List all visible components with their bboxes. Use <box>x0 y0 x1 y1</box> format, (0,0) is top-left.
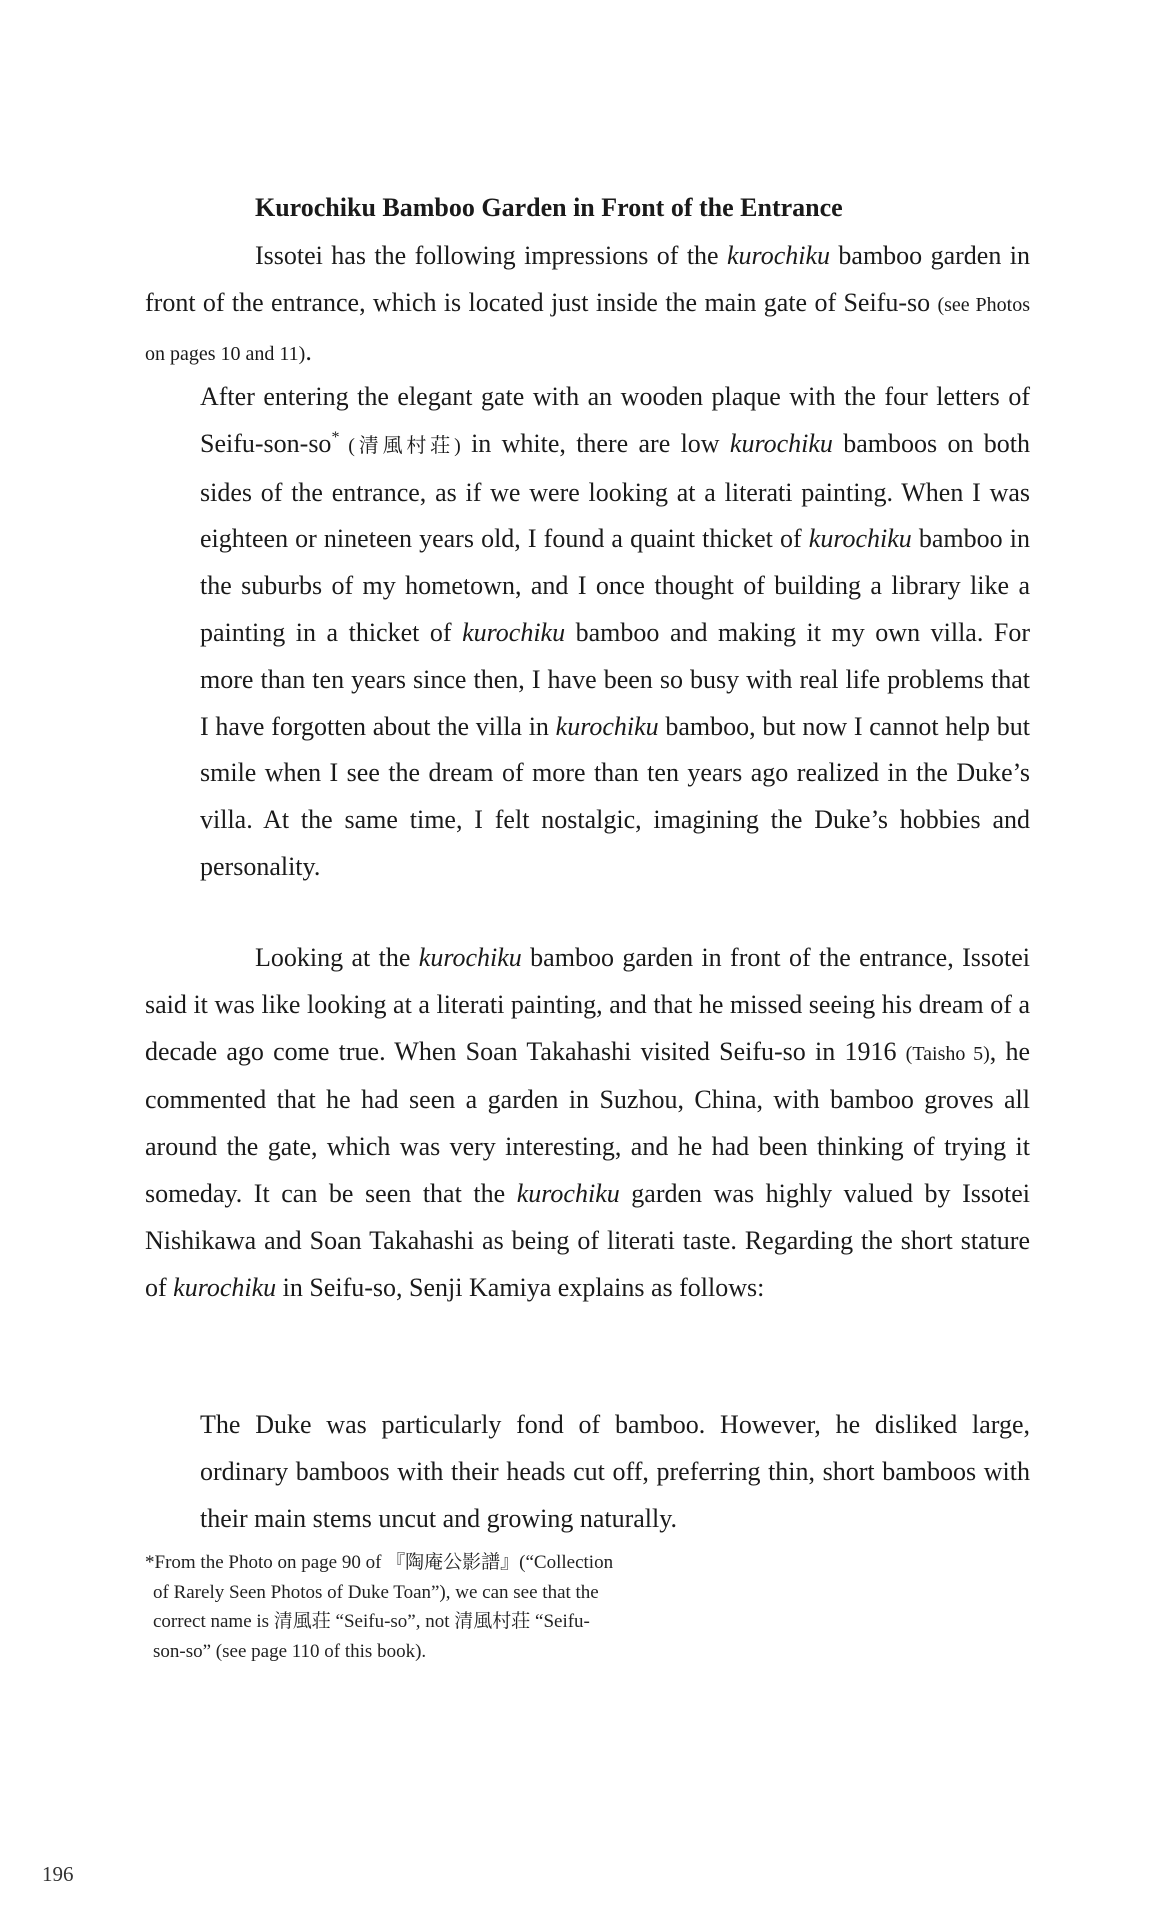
quote1-term-4: kurochiku <box>555 711 659 741</box>
intro-text-2: bamboo garden in front of the entrance, which is located just inside the main gate of Seifu-so <box>145 241 1030 317</box>
para2-text-1: Looking at the <box>255 943 419 972</box>
footnote <box>145 1548 680 1666</box>
block-quote-issotei <box>200 374 1030 891</box>
para2-text-4: garden was highly valued by Issotei Nishikawa and Soan Takahashi as being of literati taste. Regarding the short stature of <box>145 1178 1031 1302</box>
footnote-line: correct name is 清風荘 “Seifu-so”, not 清風村荘 “Seifu- <box>153 1611 590 1632</box>
para2-text-5: in Seifu-so, Senji Kamiya explains as follows: <box>276 1272 765 1302</box>
quote1-text-2: in white, there are low <box>460 428 730 458</box>
analysis-paragraph <box>145 935 1030 1311</box>
quote1-text-4: bamboo in the suburbs of my hometown, and I once thought of building a library like a painting in a thicket of <box>200 524 1030 647</box>
section-heading: Kurochiku Bamboo Garden in Front of the Entrance <box>255 193 843 222</box>
quote1-text-6: bamboo, but now I cannot help but smile when I see the dream of more than ten years ago realized in the Duke’s villa. At the same time, I felt nostalgic, imagining the Duke’s hobbies and personality. <box>200 711 1030 881</box>
quote1-text-3: bamboos on both sides of the entrance, as if we were looking at a literati painting. When I was eighteen or nineteen years old, I found a quaint thicket of <box>200 428 1030 554</box>
intro-text-1: Issotei has the following impressions of the <box>255 241 727 270</box>
para2-term-2: kurochiku <box>516 1178 620 1208</box>
footnote-line: son-so” (see page 110 of this book). <box>153 1640 427 1662</box>
block-quote-kamiya <box>200 1402 1030 1542</box>
intro-text-3: . <box>305 336 312 366</box>
intro-paragraph <box>145 233 1030 377</box>
footnote-line: of Rarely Seen Photos of Duke Toan”), we can see that the <box>153 1581 599 1603</box>
footnote-line: *From the Photo on page 90 of 『陶庵公影譜』(“Collection <box>145 1552 614 1573</box>
quote1-term-1: kurochiku <box>729 428 833 458</box>
quote1-term-2: kurochiku <box>808 524 912 554</box>
intro-term-1: kurochiku <box>727 241 830 270</box>
footnote-marker: * <box>331 428 340 446</box>
para2-text-2: bamboo garden in front of the entrance, Issotei said it was like looking at a literati painting, and that he missed seeing his dream of a decade ago come true. When Soan Takahashi visited Seifu-so in 1916 <box>145 943 1030 1066</box>
para2-term-1: kurochiku <box>418 943 522 972</box>
quote2-text: The Duke was particularly fond of bamboo. However, he disliked large, ordinary bamboos with their heads cut off, preferring thin, short bamboos with their main stems uncut and growing naturally. <box>200 1410 1030 1533</box>
quote1-text-1: After entering the elegant gate with an wooden plaque with the four letters of Seifu-son-so <box>200 382 1030 458</box>
quote1-kanji: (清風村荘) <box>339 434 461 457</box>
para2-term-3: kurochiku <box>173 1272 277 1302</box>
page-number: 196 <box>42 1862 74 1886</box>
intro-photo-ref: (see Photos on pages 10 and 11) <box>145 293 1030 365</box>
para2-era-ref: (Taisho 5) <box>905 1042 990 1065</box>
quote1-text-5: bamboo and making it my own villa. For more than ten years since then, I have been so busy with real life problems that I have forgotten about the villa in <box>200 617 1030 741</box>
para2-text-3: , he commented that he had seen a garden in Suzhou, China, with bamboo groves all around the gate, which was very interesting, and he had been thinking of trying it someday. It can be seen that the <box>145 1036 1031 1208</box>
quote1-term-3: kurochiku <box>462 617 566 647</box>
